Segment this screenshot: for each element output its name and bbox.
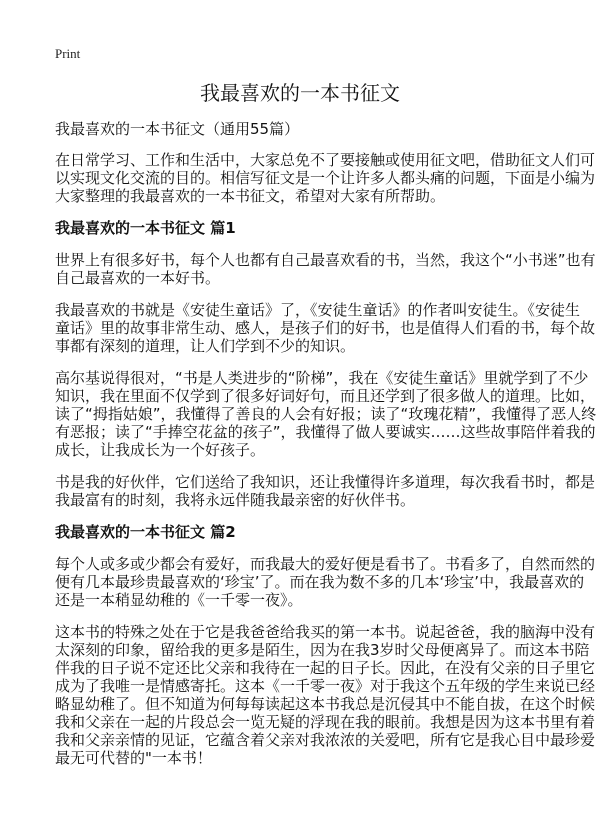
document-subtitle: 我最喜欢的一本书征文（通用55篇） xyxy=(55,120,300,138)
paragraph xyxy=(55,369,597,459)
text-line: 以实现文化交流的目的。相信写征文是一个让许多人都头痛的问题，下面是小编为 xyxy=(55,169,596,187)
text-line: 伴我的日子说不定还比父亲和我待在一起的日子长。因此，在没有父亲的日子里它 xyxy=(55,659,596,677)
text-line: 大家整理的我最喜欢的一本书征文，希望对大家有所帮助。 xyxy=(55,187,446,205)
text-line: 我最富有的时刻，我将永远伴随我最亲密的好伙伴书。 xyxy=(55,491,416,509)
paragraph xyxy=(55,623,596,767)
text-line: 成长，让我成长为一个好孩子。 xyxy=(55,441,266,459)
text-line: 还是一本稍显幼稚的《一千零一夜》。 xyxy=(55,591,303,609)
paragraph xyxy=(55,251,596,287)
text-line: 高尔基说得很对，“书是人类进步的“阶梯”，我在《安徒生童话》里就学到了不少 xyxy=(55,369,589,387)
text-line: 每个人或多或少都会有爱好，而我最大的爱好便是看书了。书看多了，自然而然的 xyxy=(55,555,596,573)
text-line: 书是我的好伙伴，它们送给了我知识，还让我懂得许多道理，每次我看书时，都是 xyxy=(55,473,596,491)
text-line: 太深刻的印象，留给我的更多是陌生，因为在我3岁时父母便离异了。而这本书陪 xyxy=(55,641,590,659)
sections xyxy=(55,219,597,767)
text-line: 在日常学习、工作和生活中，大家总免不了要接触或使用征文吧，借助征文人们可 xyxy=(55,151,596,169)
paragraph xyxy=(55,301,596,355)
text-line: 童话》里的故事非常生动、感人，是孩子们的好书，也是值得人们看的书，每个故 xyxy=(55,319,596,337)
text-line: 我和父亲亲情的见证，它蕴含着父亲对我浓浓的关爱吧，所有它是我心目中最珍爱 xyxy=(55,731,596,749)
text-line: 最无可代替的"一本书！ xyxy=(55,749,212,767)
text-line: 知识，我在里面不仅学到了很多好词好句，而且还学到了很多做人的道理。比如， xyxy=(55,387,596,405)
text-line: 有恶报；读了“手捧空花盆的孩子”，我懂得了做人要诚实……这些故事陪伴着我的 xyxy=(55,423,596,441)
section-heading: 我最喜欢的一本书征文 篇2 xyxy=(55,523,236,541)
text-line: 成为了我唯一是情感寄托。这本《一千零一夜》对于我这个五年级的学生来说已经 xyxy=(55,677,596,695)
text-line: 世界上有很多好书，每个人也都有自己最喜欢看的书，当然，我这个“小书迷”也有 xyxy=(55,251,596,269)
text-line: 我和父亲在一起的片段总会一览无疑的浮现在我的眼前。我想是因为这本书里有着 xyxy=(55,713,596,731)
text-line: 读了“拇指姑娘”，我懂得了善良的人会有好报；读了“玫瑰花精”，我懂得了恶人终 xyxy=(55,405,597,423)
text-line: 自己最喜欢的一本好书。 xyxy=(55,269,221,287)
text-line: 这本书的特殊之处在于它是我爸爸给我买的第一本书。说起爸爸，我的脑海中没有 xyxy=(55,623,596,641)
text-line: 事都有深刻的道理，让人们学到不少的知识。 xyxy=(55,337,356,355)
print-link[interactable]: Print xyxy=(55,46,81,61)
text-line: 略显幼稚了。但不知道为何每每读起这本书我总是沉侵其中不能自拔，在这个时候 xyxy=(55,695,596,713)
text-line: 便有几本最珍贵最喜欢的‘珍宝’了。而在我为数不多的几本‘珍宝’中，我最喜欢的 xyxy=(55,573,585,591)
intro-paragraph xyxy=(55,151,596,205)
paragraph xyxy=(55,555,596,609)
section-heading: 我最喜欢的一本书征文 篇1 xyxy=(55,219,236,237)
document-title: 我最喜欢的一本书征文 xyxy=(200,81,400,105)
paragraph xyxy=(55,473,596,509)
text-line: 我最喜欢的书就是《安徒生童话》了，《安徒生童话》的作者叫安徒生。《安徒生 xyxy=(55,301,581,319)
document-body xyxy=(55,120,597,781)
